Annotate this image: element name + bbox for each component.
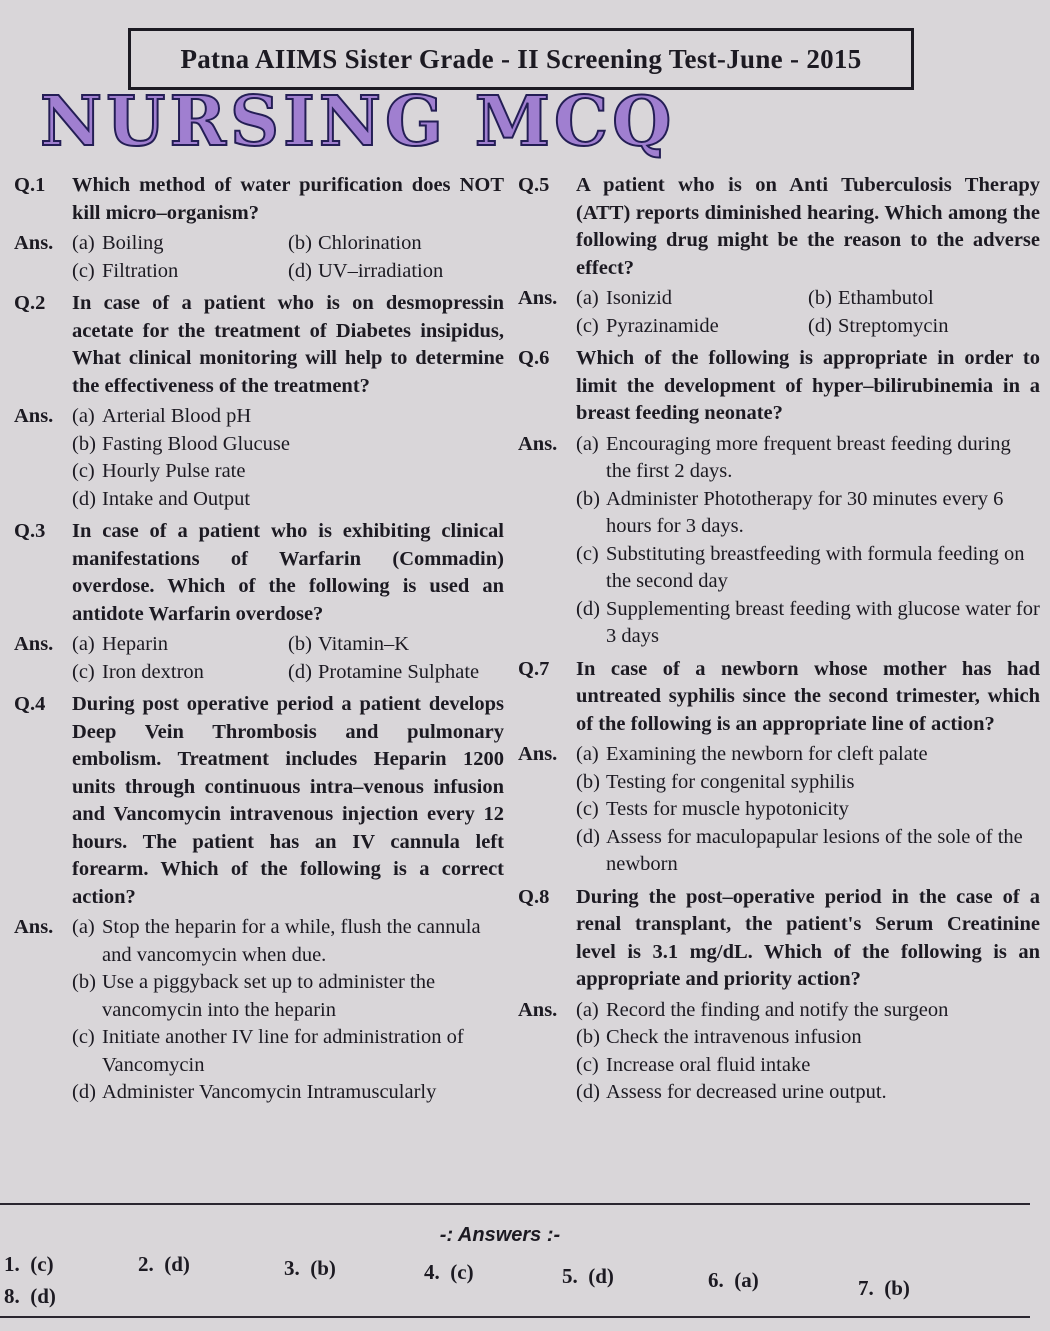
question-1 [14, 172, 504, 227]
question-number: Q.6 [518, 347, 550, 369]
answer-options-7 [518, 741, 1040, 879]
option-c: (c) Filtration [72, 259, 179, 282]
answers-divider [0, 1203, 1030, 1205]
answer-options-2 [14, 403, 504, 513]
option-a: (a) Stop the heparin for a while, flush the cannula and vancomycin when due. [72, 916, 481, 966]
question-number: Q.7 [518, 657, 550, 680]
option-c: (c) Initiate another IV line for administration of Vancomycin [72, 1026, 464, 1076]
option-c: (c) Substituting breastfeeding with formula feeding on the second day [576, 542, 1025, 592]
option-b: (b) Administer Phototherapy for 30 minutes every 6 hours for 3 days. [576, 487, 1004, 537]
option-d: (d) Supplementing breast feeding with glucose water for 3 days [576, 597, 1040, 647]
option-c: (c) Pyrazinamide [576, 314, 719, 337]
option-a: (a) Heparin [72, 633, 169, 655]
option-a: (a) Boiling [72, 232, 164, 254]
option-d: (d) Intake and Output [72, 487, 251, 510]
question-number: Q.1 [14, 174, 46, 196]
question-2 [14, 290, 504, 400]
question-5 [518, 172, 1040, 282]
question-number: Q.2 [14, 292, 46, 314]
option-b: (b) Vitamin–K [288, 633, 410, 655]
answer-key-1: 1. (c) [4, 1252, 54, 1276]
option-c: (c) Increase oral fluid intake [576, 1053, 811, 1076]
right-column [518, 172, 1040, 1112]
option-b: (b) Use a piggyback set up to administer the vancomycin into the heparin [72, 971, 436, 1021]
question-number: Q.4 [14, 693, 46, 715]
answer-options-4 [14, 914, 504, 1107]
question-number: Q.5 [518, 174, 550, 196]
option-d: (d) Assess for maculopapular lesions of the sole of the newborn [576, 825, 1023, 875]
nursing-mcq-banner: NURSING MCQ [40, 82, 676, 162]
answer-key-3: 3. (b) [284, 1256, 336, 1280]
question-text: During the post–operative period in the case of a renal transplant, the patient's Serum Creatinine level is 3.1 mg/dL. Which of the following is an appropriate and priority action? [576, 885, 1040, 990]
option-d: (d) Administer Vancomycin Intramuscularly [72, 1081, 437, 1103]
answer-options-8 [518, 997, 1040, 1107]
ans-label: Ans. [14, 232, 54, 254]
question-number: Q.8 [518, 885, 550, 908]
ans-label: Ans. [14, 405, 54, 427]
ans-label: Ans. [14, 916, 54, 938]
answer-options-6 [518, 431, 1040, 651]
answers-title: -: Answers :- [439, 1224, 561, 1246]
question-3 [14, 518, 504, 628]
answer-options-3 [14, 631, 504, 686]
option-b: (b) Fasting Blood Glucuse [72, 432, 290, 455]
question-text: A patient who is on Anti Tuberculosis Therapy (ATT) reports diminished hearing. Which among the following drug might be the reason to the adverse effect? [576, 174, 1040, 279]
answer-options-5 [518, 285, 1040, 340]
option-c: (c) Tests for muscle hypotonicity [576, 798, 849, 820]
option-b: (b) Ethambutol [808, 287, 934, 309]
ans-label: Ans. [518, 432, 558, 455]
question-text: Which of the following is appropriate in order to limit the development of hyper–bilirubinemia in a breast feeding neonate? [576, 347, 1040, 424]
option-a: (a) Arterial Blood pH [72, 405, 252, 427]
ans-label: Ans. [518, 287, 558, 309]
option-d: (d) UV–irradiation [288, 259, 444, 282]
question-4 [14, 691, 504, 911]
option-b: (b) Check the intravenous infusion [576, 1026, 862, 1048]
option-d: (d) Protamine Sulphate [288, 660, 480, 683]
option-a: (a) Isonizid [576, 287, 673, 309]
answer-options-1 [14, 230, 504, 285]
answer-key-6: 6. (a) [708, 1268, 759, 1292]
question-text: In case of a newborn whose mother has had untreated syphilis since the second trimester, which of the following is an appropriate line of action? [576, 657, 1040, 735]
question-text: In case of a patient who is exhibiting clinical manifestations of Warfarin (Commadin) overdose. Which of the following is used an antidote Warfarin overdose? [72, 520, 504, 625]
option-c: (c) Hourly Pulse rate [72, 460, 246, 482]
option-a: (a) Encouraging more frequent breast feeding during the first 2 days. [576, 432, 1011, 482]
answer-key-4: 4. (c) [424, 1260, 474, 1284]
answer-key-8: 8. (d) [4, 1284, 56, 1308]
option-b: (b) Chlorination [288, 232, 422, 254]
option-d: (d) Streptomycin [808, 314, 949, 337]
option-c: (c) Iron dextron [72, 660, 204, 683]
answer-key-2: 2. (d) [138, 1252, 190, 1276]
left-column [14, 172, 504, 1112]
option-a: (a) Record the finding and notify the surgeon [576, 998, 949, 1021]
ans-label: Ans. [518, 998, 558, 1021]
ans-label: Ans. [14, 633, 54, 655]
ans-label: Ans. [518, 743, 558, 765]
question-text: In case of a patient who is on desmopressin acetate for the treatment of Diabetes insipidus, What clinical monitoring will help to determine the effectiveness of the treatment? [72, 292, 504, 397]
question-6 [518, 345, 1040, 428]
answer-key-5: 5. (d) [562, 1264, 614, 1288]
question-8 [518, 884, 1040, 994]
option-d: (d) Assess for decreased urine output. [576, 1081, 887, 1103]
option-b: (b) Testing for congenital syphilis [576, 770, 855, 793]
question-7 [518, 656, 1040, 739]
question-text: During post operative period a patient develops Deep Vein Thrombosis and pulmonary embolism. Treatment includes Heparin 1200 units through continuous intra–venous infusion and Vancomycin intravenous injection every 12 hours. The patient has an IV cannula left forearm. Which of the following is a correct action? [72, 693, 504, 908]
answer-key-7: 7. (b) [858, 1276, 910, 1300]
question-number: Q.3 [14, 520, 46, 542]
question-text: Which method of water purification does NOT kill micro–organism? [72, 174, 504, 224]
option-a: (a) Examining the newborn for cleft palate [576, 743, 928, 765]
bottom-divider [0, 1316, 1030, 1318]
exam-title: Patna AIIMS Sister Grade - II Screening Test-June - 2015 [128, 28, 914, 90]
